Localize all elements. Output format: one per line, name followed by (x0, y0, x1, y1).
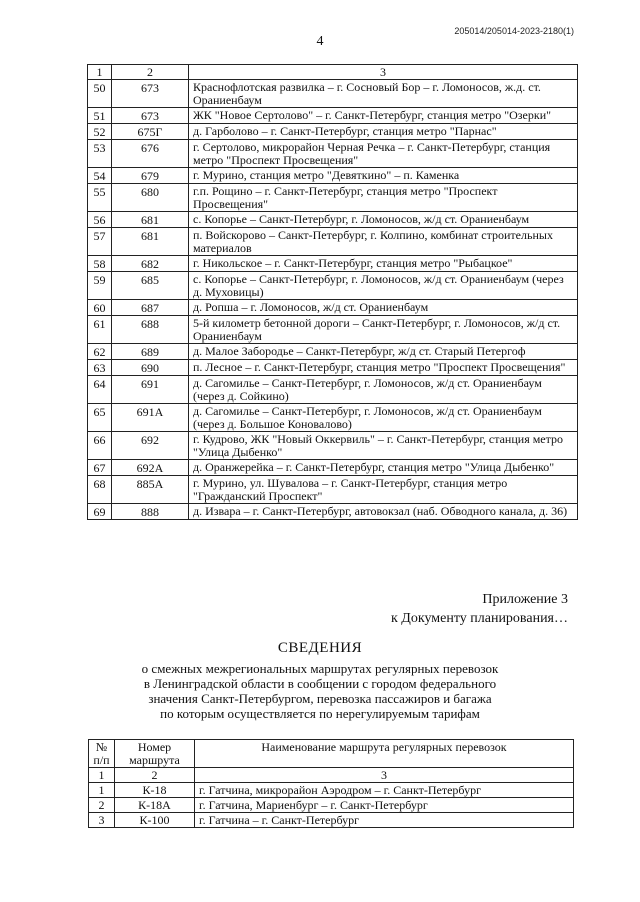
route-description-cell: п. Лесное – г. Санкт-Петербург, станция метро "Проспект Просвещения" (189, 360, 578, 376)
route-description-cell: п. Войскорово – Санкт-Петербург, г. Колпино, комбинат строительных материалов (189, 228, 578, 256)
route-description-cell: 5-й километр бетонной дороги – Санкт-Петербург, г. Ломоносов, ж/д ст. Ораниенбаум (189, 316, 578, 344)
document-id: 205014/205014-2023-2180(1) (454, 26, 574, 36)
column-numbering-row (89, 768, 574, 783)
row-number-cell: 66 (88, 432, 112, 460)
route-number-cell: 691 (112, 376, 189, 404)
row-number-cell: 2 (89, 798, 115, 813)
row-number-cell: 1 (89, 783, 115, 798)
column-number-cell: 1 (88, 65, 112, 80)
route-description-cell: д. Гарболово – г. Санкт-Петербург, станция метро "Парнас" (189, 124, 578, 140)
route-number-cell: 673 (112, 108, 189, 124)
row-number-cell: 60 (88, 300, 112, 316)
table-row (88, 404, 578, 432)
route-number-cell: 679 (112, 168, 189, 184)
route-number-cell: 691А (112, 404, 189, 432)
row-number-cell: 57 (88, 228, 112, 256)
row-number-cell: 64 (88, 376, 112, 404)
route-number-cell: К-100 (115, 813, 195, 828)
row-number-cell: 53 (88, 140, 112, 168)
table-row (88, 212, 578, 228)
route-description-cell: д. Малое Забородье – Санкт-Петербург, ж/д ст. Старый Петергоф (189, 344, 578, 360)
route-number-cell: 692А (112, 460, 189, 476)
header-number-label: № (95, 740, 108, 754)
table-row (88, 124, 578, 140)
section-subtitle-line: значения Санкт-Петербургом, перевозка пассажиров и багажа (148, 691, 492, 706)
table-row (88, 300, 578, 316)
page-number: 4 (316, 34, 324, 49)
route-description-cell: г. Гатчина, Мариенбург – г. Санкт-Петербург (195, 798, 574, 813)
table-row (88, 360, 578, 376)
route-number-cell: 680 (112, 184, 189, 212)
row-number-cell: 52 (88, 124, 112, 140)
table-row (88, 140, 578, 168)
table-row (88, 432, 578, 460)
header-route-label: маршрута (129, 753, 180, 767)
route-description-cell: д. Извара – г. Санкт-Петербург, автовокзал (наб. Обводного канала, д. 36) (189, 504, 578, 520)
annex-document: к Документу планирования… (390, 611, 568, 626)
table-row (89, 813, 574, 828)
routes-table-continued (87, 64, 578, 520)
table-row (88, 228, 578, 256)
route-number-cell: 681 (112, 212, 189, 228)
table-header-row (89, 740, 574, 768)
route-number-cell: 692 (112, 432, 189, 460)
route-number-cell: 688 (112, 316, 189, 344)
row-number-cell: 58 (88, 256, 112, 272)
route-description-cell: с. Копорье – Санкт-Петербург, г. Ломоносов, ж/д ст. Ораниенбаум (через д. Муховицы) (189, 272, 578, 300)
route-description-cell: г. Никольское – г. Санкт-Петербург, станция метро "Рыбацкое" (189, 256, 578, 272)
table-row (88, 344, 578, 360)
table-row (88, 376, 578, 404)
row-number-cell: 68 (88, 476, 112, 504)
row-number-cell: 67 (88, 460, 112, 476)
row-number-cell: 65 (88, 404, 112, 432)
route-number-cell: 682 (112, 256, 189, 272)
intercity-routes-table-body (89, 740, 574, 828)
route-description-cell: д. Сагомилье – Санкт-Петербург, г. Ломоносов, ж/д ст. Ораниенбаум (через д. Большое Коновалово) (189, 404, 578, 432)
row-number-cell: 61 (88, 316, 112, 344)
route-number-cell: 673 (112, 80, 189, 108)
route-description-cell: с. Копорье – Санкт-Петербург, г. Ломоносов, ж/д ст. Ораниенбаум (189, 212, 578, 228)
route-number-cell: К-18А (115, 798, 195, 813)
route-number-cell: 888 (112, 504, 189, 520)
section-subtitle-line: о смежных межрегиональных маршрутах регулярных перевозок (141, 661, 499, 676)
route-number-cell: 681 (112, 228, 189, 256)
row-number-cell: 62 (88, 344, 112, 360)
route-description-cell: г. Мурино, ул. Шувалова – г. Санкт-Петербург, станция метро "Гражданский Проспект" (189, 476, 578, 504)
route-description-cell: д. Ропша – г. Ломоносов, ж/д ст. Ораниенбаум (189, 300, 578, 316)
route-number-cell: 675Г (112, 124, 189, 140)
annex-reference (391, 590, 568, 628)
table-row (88, 168, 578, 184)
table-row (88, 108, 578, 124)
row-number-cell: 50 (88, 80, 112, 108)
row-number-cell: 56 (88, 212, 112, 228)
route-number-cell: К-18 (115, 783, 195, 798)
row-number-cell: 63 (88, 360, 112, 376)
header-description-cell: Наименование маршрута регулярных перевозок (195, 740, 574, 768)
route-description-cell: д. Сагомилье – Санкт-Петербург, г. Ломоносов, ж/д ст. Ораниенбаум (через д. Сойкино) (189, 376, 578, 404)
route-description-cell: г. Гатчина – г. Санкт-Петербург (195, 813, 574, 828)
row-number-cell: 51 (88, 108, 112, 124)
route-number-cell: 687 (112, 300, 189, 316)
table-row (88, 504, 578, 520)
row-number-cell: 54 (88, 168, 112, 184)
route-number-cell: 690 (112, 360, 189, 376)
row-number-cell: 59 (88, 272, 112, 300)
row-number-cell: 55 (88, 184, 112, 212)
header-number-cell (89, 740, 115, 768)
route-number-cell: 689 (112, 344, 189, 360)
table-row (88, 256, 578, 272)
table-row (88, 460, 578, 476)
annex-number: Приложение 3 (482, 592, 568, 607)
intercity-routes-table (88, 739, 574, 828)
header-route-cell (115, 740, 195, 768)
table-row (88, 184, 578, 212)
row-number-cell: 3 (89, 813, 115, 828)
table-row (89, 798, 574, 813)
route-description-cell: д. Оранжерейка – г. Санкт-Петербург, станция метро "Улица Дыбенко" (189, 460, 578, 476)
column-number-cell: 2 (115, 768, 195, 783)
column-number-cell: 3 (195, 768, 574, 783)
table-row (88, 476, 578, 504)
route-number-cell: 685 (112, 272, 189, 300)
row-number-cell: 69 (88, 504, 112, 520)
route-description-cell: г. Кудрово, ЖК "Новый Оккервиль" – г. Санкт-Петербург, станция метро "Улица Дыбенко" (189, 432, 578, 460)
route-description-cell: г. Сертолово, микрорайон Черная Речка – г. Санкт-Петербург, станция метро "Проспект Просвещения" (189, 140, 578, 168)
table-row (89, 783, 574, 798)
column-number-cell: 3 (189, 65, 578, 80)
route-description-cell: г. Гатчина, микрорайон Аэродром – г. Санкт-Петербург (195, 783, 574, 798)
route-description-cell: Краснофлотская развилка – г. Сосновый Бор – г. Ломоносов, ж.д. ст. Ораниенбаум (189, 80, 578, 108)
section-title: СВЕДЕНИЯ (277, 640, 363, 656)
route-description-cell: ЖК "Новое Сертолово" – г. Санкт-Петербург, станция метро "Озерки" (189, 108, 578, 124)
table-row (88, 272, 578, 300)
column-numbering-row (88, 65, 578, 80)
route-number-cell: 676 (112, 140, 189, 168)
column-number-cell: 2 (112, 65, 189, 80)
routes-table-body (88, 65, 578, 520)
header-route-label: Номер (137, 740, 172, 754)
route-description-cell: г. Мурино, станция метро "Девяткино" – п. Каменка (189, 168, 578, 184)
route-description-cell: г.п. Рощино – г. Санкт-Петербург, станция метро "Проспект Просвещения" (189, 184, 578, 212)
table-row (88, 80, 578, 108)
route-number-cell: 885А (112, 476, 189, 504)
section-subtitle-line: по которым осуществляется по нерегулируемым тарифам (160, 706, 480, 721)
header-number-label: п/п (93, 753, 110, 767)
table-row (88, 316, 578, 344)
section-subtitle-line: в Ленинградской области в сообщении с городом федерального (143, 676, 497, 691)
section-heading (0, 640, 640, 721)
column-number-cell: 1 (89, 768, 115, 783)
